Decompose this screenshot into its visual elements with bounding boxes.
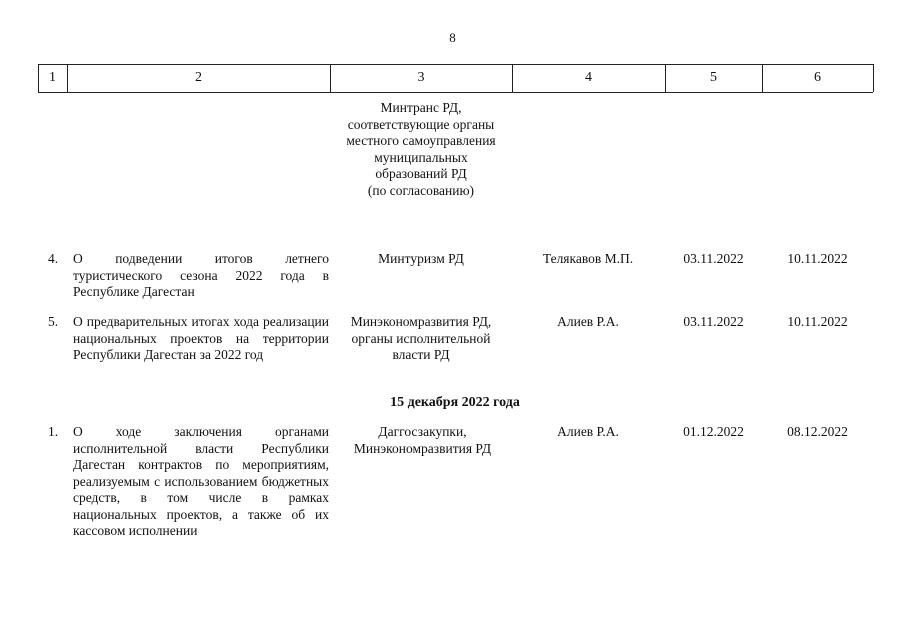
page-number: 8 xyxy=(449,30,456,45)
section-heading: 15 декабря 2022 года xyxy=(390,395,520,410)
row-date-submit: 03.11.2022 xyxy=(683,251,744,266)
row-date-submit: 01.12.2022 xyxy=(683,424,744,439)
header-col-3: 3 xyxy=(417,70,425,85)
row-number: 1. xyxy=(48,424,59,439)
row-preparer: Алиев Р.А. xyxy=(557,314,619,329)
header-col-1: 1 xyxy=(49,70,56,85)
row-title: О подведении итогов летнего туристического сезона 2022 года в Республике Дагестан xyxy=(73,251,329,299)
row-title: О ходе заключения органами исполнительной власти Республики Дагестан контрактов по мероприятиям, реализуемым с использованием бюджетных средств, в том числе в рамках национальных проектов, а также об их кассовом исполнении xyxy=(73,424,329,538)
continuation-line: образований РД xyxy=(375,166,467,181)
row-date-review: 10.11.2022 xyxy=(787,251,848,266)
continuation-line: Минтранс РД, xyxy=(380,100,462,115)
header-col-5: 5 xyxy=(710,70,717,85)
continuation-line: (по согласованию) xyxy=(367,182,475,198)
row-date-review: 10.11.2022 xyxy=(787,314,848,329)
row-number: 5. xyxy=(48,314,59,329)
continuation-line: соответствующие органы xyxy=(347,116,495,132)
header-divider xyxy=(873,64,874,92)
row-date-submit: 03.11.2022 xyxy=(683,314,744,329)
header-col-6: 6 xyxy=(814,70,821,85)
row-title: О предварительных итогах хода реализации национальных проектов на территории Республики Дагестан за 2022 год xyxy=(73,314,329,362)
row-responsible: Минэкономразвития РД, органы исполнительной власти РД xyxy=(350,314,492,362)
row-responsible: Даггосзакупки, Минэкономразвития РД xyxy=(353,424,492,456)
header-bottom-border xyxy=(38,92,873,93)
row-responsible: Минтуризм РД xyxy=(378,251,464,266)
continuation-line: местного самоуправления xyxy=(346,133,496,148)
row-preparer: Телякавов М.П. xyxy=(542,251,634,266)
header-col-4: 4 xyxy=(585,70,592,85)
header-top-border xyxy=(38,64,873,65)
row-date-review: 08.12.2022 xyxy=(787,424,848,439)
row-number: 4. xyxy=(48,251,59,266)
continuation-responsible xyxy=(330,100,512,199)
continuation-line: муниципальных xyxy=(374,149,468,165)
header-col-2: 2 xyxy=(195,70,202,85)
row-preparer: Алиев Р.А. xyxy=(557,424,619,439)
